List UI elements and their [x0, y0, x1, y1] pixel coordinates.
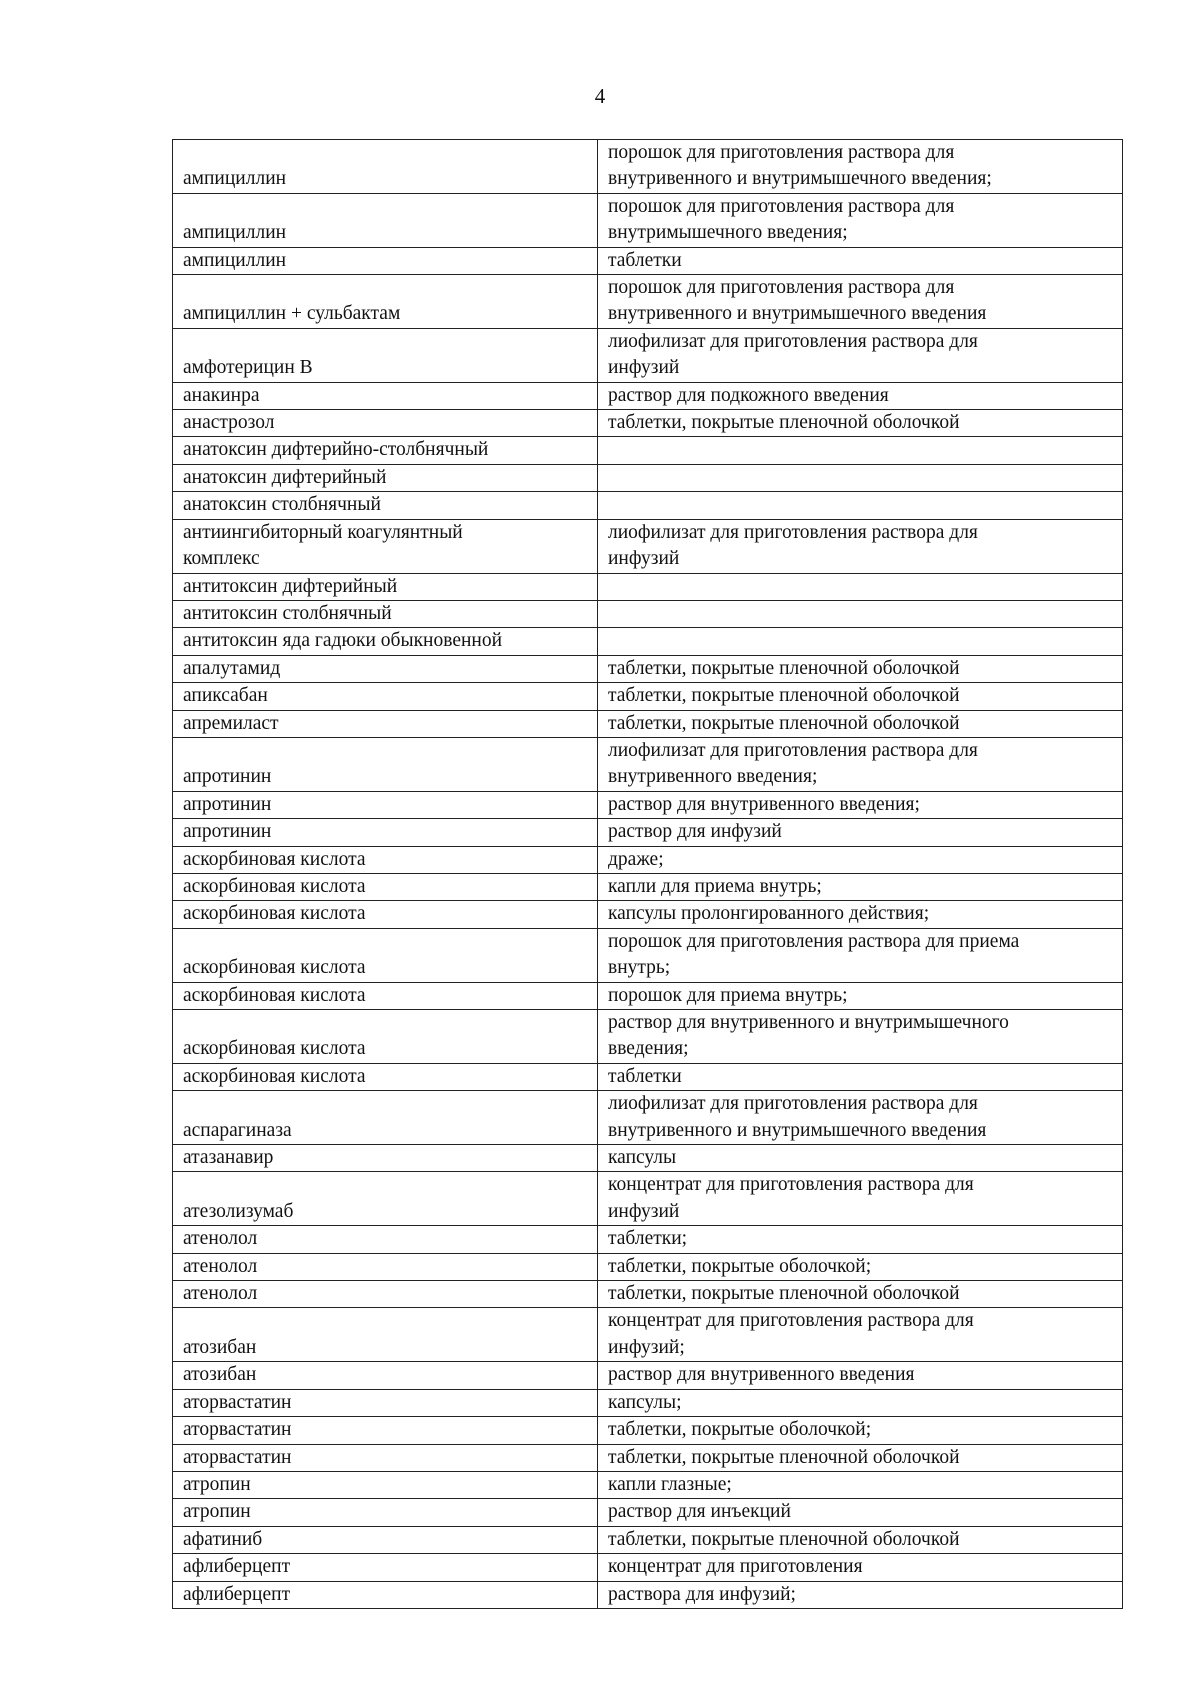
drug-name-cell: [173, 1499, 598, 1526]
drug-name-line: апротинин: [183, 793, 272, 815]
dosage-form-cell: [598, 1389, 1123, 1416]
dosage-form-line: инфузий: [608, 548, 680, 570]
drug-name-line: ампициллин: [183, 168, 287, 190]
drug-name-cell: [173, 410, 598, 437]
drug-name-cell: [173, 1281, 598, 1308]
dosage-form-line: внутривенного и внутримышечного введения;: [608, 168, 992, 190]
drug-name-cell: [173, 982, 598, 1009]
dosage-form-line: внутримышечного введения;: [608, 222, 848, 244]
table-row: [173, 683, 1123, 710]
drug-name-line: аторвастатин: [183, 1446, 292, 1468]
drug-name-cell: [173, 1471, 598, 1498]
dosage-form-cell: [598, 410, 1123, 437]
dosage-form-line: порошок для приготовления раствора для: [608, 277, 955, 299]
drug-name-cell: [173, 683, 598, 710]
dosage-form-line: порошок для приготовления раствора для: [608, 142, 955, 163]
dosage-form-line: таблетки: [608, 1065, 682, 1087]
drug-name-line: атропин: [183, 1473, 251, 1495]
drug-name-cell: [173, 1554, 598, 1581]
dosage-form-cell: [598, 573, 1123, 600]
drug-name-line: ампициллин: [183, 249, 287, 271]
drug-name-line: ампициллин: [183, 222, 287, 244]
drug-name-line: аскорбиновая кислота: [183, 848, 366, 870]
dosage-form-line: таблетки, покрытые оболочкой;: [608, 1255, 872, 1277]
drug-name-line: атенолол: [183, 1255, 258, 1277]
dosage-form-line: таблетки, покрытые пленочной оболочкой: [608, 712, 960, 734]
dosage-form-line: капли для приема внутрь;: [608, 875, 822, 897]
table-row: [173, 1417, 1123, 1444]
table-row: [173, 1499, 1123, 1526]
table-row: [173, 275, 1123, 329]
table-row: [173, 1063, 1123, 1090]
dosage-form-line: таблетки;: [608, 1228, 688, 1250]
dosage-form-line: капсулы: [608, 1147, 677, 1169]
drug-name-cell: [173, 846, 598, 873]
dosage-form-line: концентрат для приготовления: [608, 1556, 863, 1578]
drug-name-cell: [173, 1417, 598, 1444]
drug-name-line: афатиниб: [183, 1528, 263, 1550]
drug-name-cell: [173, 1010, 598, 1064]
drug-name-cell: [173, 1444, 598, 1471]
drug-name-cell: [173, 1389, 598, 1416]
table-row: [173, 437, 1123, 464]
table-row: [173, 791, 1123, 818]
drug-name-line: аскорбиновая кислота: [183, 903, 366, 925]
drug-name-line: аскорбиновая кислота: [183, 984, 366, 1006]
table-row: [173, 628, 1123, 655]
dosage-form-line: внутривенного введения;: [608, 766, 818, 788]
dosage-form-line: таблетки, покрытые пленочной оболочкой: [608, 685, 960, 707]
drug-name-cell: [173, 519, 598, 573]
drug-name-cell: [173, 1526, 598, 1553]
dosage-form-line: капли глазные;: [608, 1473, 732, 1495]
table-row: [173, 464, 1123, 491]
table-row: [173, 1253, 1123, 1280]
dosage-form-cell: [598, 1253, 1123, 1280]
drug-name-cell: [173, 873, 598, 900]
drug-name-cell: [173, 247, 598, 274]
drug-name-line: апиксабан: [183, 685, 268, 707]
drug-name-cell: [173, 928, 598, 982]
dosage-form-cell: [598, 437, 1123, 464]
drug-name-line: атезолизумаб: [183, 1200, 294, 1222]
dosage-form-cell: [598, 628, 1123, 655]
table-row: [173, 1362, 1123, 1389]
dosage-form-line: лиофилизат для приготовления раствора для: [608, 330, 978, 352]
drug-name-line: антитоксин дифтерийный: [183, 575, 398, 597]
dosage-form-cell: [598, 1172, 1123, 1226]
dosage-form-cell: [598, 464, 1123, 491]
drug-name-line: атозибан: [183, 1336, 257, 1358]
drug-name-cell: [173, 573, 598, 600]
table-row: [173, 1471, 1123, 1498]
dosage-form-line: лиофилизат для приготовления раствора для: [608, 739, 978, 761]
dosage-form-cell: [598, 683, 1123, 710]
drug-name-cell: [173, 1063, 598, 1090]
drug-name-cell: [173, 1091, 598, 1145]
drug-name-line: анастрозол: [183, 412, 275, 434]
drug-name-cell: [173, 710, 598, 737]
drug-name-line: апротинин: [183, 766, 272, 788]
page-number: 4: [594, 84, 606, 108]
table-row: [173, 193, 1123, 247]
table-row: [173, 1010, 1123, 1064]
dosage-form-line: концентрат для приготовления раствора для: [608, 1310, 974, 1332]
dosage-form-line: внутрь;: [608, 957, 671, 979]
dosage-form-cell: [598, 275, 1123, 329]
table-row: [173, 928, 1123, 982]
dosage-form-cell: [598, 1471, 1123, 1498]
dosage-form-cell: [598, 1091, 1123, 1145]
drug-name-line: атозибан: [183, 1364, 257, 1386]
drug-name-cell: [173, 628, 598, 655]
table-row: [173, 819, 1123, 846]
dosage-form-cell: [598, 1063, 1123, 1090]
dosage-form-cell: [598, 1226, 1123, 1253]
drug-name-line: анакинра: [183, 384, 260, 406]
dosage-form-line: капсулы пролонгированного действия;: [608, 903, 930, 925]
drug-name-line: антиингибиторный коагулянтный: [183, 521, 463, 543]
drug-name-line: афлиберцепт: [183, 1556, 291, 1578]
dosage-form-cell: [598, 193, 1123, 247]
drug-name-line: антитоксин столбнячный: [183, 602, 392, 624]
table-row: [173, 1226, 1123, 1253]
dosage-form-line: драже;: [608, 848, 664, 870]
dosage-form-line: лиофилизат для приготовления раствора для: [608, 1093, 978, 1115]
table-row: [173, 710, 1123, 737]
drug-name-line: аторвастатин: [183, 1419, 292, 1441]
table-row: [173, 492, 1123, 519]
drug-name-cell: [173, 1308, 598, 1362]
dosage-form-line: порошок для приготовления раствора для приема: [608, 930, 1020, 952]
dosage-form-line: раствора для инфузий;: [608, 1583, 796, 1605]
drug-name-line: ампициллин + сульбактам: [183, 303, 401, 325]
table-row: [173, 1389, 1123, 1416]
dosage-form-cell: [598, 928, 1123, 982]
dosage-form-cell: [598, 247, 1123, 274]
drug-name-line: апротинин: [183, 821, 272, 843]
drug-name-cell: [173, 193, 598, 247]
dosage-form-cell: [598, 600, 1123, 627]
dosage-form-line: таблетки, покрытые пленочной оболочкой: [608, 1446, 960, 1468]
drug-name-cell: [173, 275, 598, 329]
table-row: [173, 873, 1123, 900]
table-row: [173, 846, 1123, 873]
drug-name-cell: [173, 737, 598, 791]
dosage-form-line: таблетки, покрытые пленочной оболочкой: [608, 412, 960, 434]
table-row: [173, 1091, 1123, 1145]
drug-name-line: аскорбиновая кислота: [183, 957, 366, 979]
dosage-form-line: раствор для внутривенного введения;: [608, 793, 920, 815]
drug-name-line: анатоксин дифтерийно-столбнячный: [183, 439, 489, 461]
dosage-form-cell: [598, 737, 1123, 791]
drug-name-line: аскорбиновая кислота: [183, 1038, 366, 1060]
table-row: [173, 600, 1123, 627]
dosage-form-cell: [598, 1526, 1123, 1553]
drug-name-cell: [173, 1362, 598, 1389]
medication-table-body: [173, 140, 1123, 1609]
drug-name-cell: [173, 382, 598, 409]
table-row: [173, 1145, 1123, 1172]
dosage-form-cell: [598, 1362, 1123, 1389]
drug-name-cell: [173, 1581, 598, 1608]
dosage-form-cell: [598, 519, 1123, 573]
dosage-form-line: инфузий;: [608, 1336, 685, 1358]
drug-name-cell: [173, 1172, 598, 1226]
dosage-form-cell: [598, 710, 1123, 737]
dosage-form-line: внутривенного и внутримышечного введения: [608, 1119, 987, 1141]
drug-name-line: анатоксин столбнячный: [183, 494, 381, 516]
dosage-form-line: внутривенного и внутримышечного введения: [608, 303, 987, 325]
dosage-form-cell: [598, 492, 1123, 519]
dosage-form-line: лиофилизат для приготовления раствора для: [608, 521, 978, 543]
drug-name-cell: [173, 1253, 598, 1280]
table-row: [173, 1308, 1123, 1362]
drug-name-cell: [173, 655, 598, 682]
dosage-form-line: раствор для внутривенного введения: [608, 1364, 915, 1386]
drug-name-line: антитоксин яда гадюки обыкновенной: [183, 630, 503, 652]
drug-name-cell: [173, 140, 598, 194]
drug-name-cell: [173, 600, 598, 627]
drug-name-cell: [173, 1226, 598, 1253]
drug-name-cell: [173, 437, 598, 464]
table-row: [173, 410, 1123, 437]
table-row: [173, 519, 1123, 573]
dosage-form-cell: [598, 819, 1123, 846]
dosage-form-cell: [598, 791, 1123, 818]
dosage-form-line: инфузий: [608, 357, 680, 379]
table-row: [173, 1526, 1123, 1553]
table-row: [173, 655, 1123, 682]
dosage-form-line: таблетки, покрытые пленочной оболочкой: [608, 657, 960, 679]
table-row: [173, 901, 1123, 928]
table-row: [173, 737, 1123, 791]
dosage-form-cell: [598, 1281, 1123, 1308]
dosage-form-cell: [598, 1554, 1123, 1581]
dosage-form-cell: [598, 382, 1123, 409]
table-row: [173, 140, 1123, 194]
dosage-form-line: порошок для приготовления раствора для: [608, 195, 955, 217]
dosage-form-cell: [598, 873, 1123, 900]
dosage-form-line: введения;: [608, 1038, 689, 1060]
drug-name-line: афлиберцепт: [183, 1583, 291, 1605]
dosage-form-cell: [598, 655, 1123, 682]
drug-name-cell: [173, 464, 598, 491]
table-row: [173, 328, 1123, 382]
dosage-form-cell: [598, 901, 1123, 928]
drug-name-cell: [173, 819, 598, 846]
dosage-form-line: таблетки, покрытые пленочной оболочкой: [608, 1528, 960, 1550]
drug-name-line: атенолол: [183, 1228, 258, 1250]
drug-name-line: комплекс: [183, 548, 260, 570]
dosage-form-cell: [598, 846, 1123, 873]
dosage-form-line: раствор для инфузий: [608, 821, 782, 843]
dosage-form-cell: [598, 328, 1123, 382]
dosage-form-line: таблетки, покрытые оболочкой;: [608, 1419, 872, 1441]
dosage-form-line: порошок для приема внутрь;: [608, 984, 848, 1006]
drug-name-cell: [173, 328, 598, 382]
dosage-form-cell: [598, 1444, 1123, 1471]
drug-name-line: атазанавир: [183, 1147, 274, 1169]
dosage-form-cell: [598, 1581, 1123, 1608]
drug-name-line: атропин: [183, 1501, 251, 1523]
drug-name-line: аторвастатин: [183, 1391, 292, 1413]
drug-name-cell: [173, 901, 598, 928]
dosage-form-line: раствор для инъекций: [608, 1501, 791, 1523]
dosage-form-cell: [598, 1499, 1123, 1526]
drug-name-line: аскорбиновая кислота: [183, 875, 366, 897]
dosage-form-line: раствор для внутривенного и внутримышечного: [608, 1012, 1009, 1033]
drug-name-cell: [173, 791, 598, 818]
dosage-form-line: раствор для подкожного введения: [608, 384, 889, 406]
drug-name-line: апалутамид: [183, 657, 281, 679]
dosage-form-cell: [598, 1308, 1123, 1362]
drug-name-line: атенолол: [183, 1283, 258, 1305]
drug-name-line: апремиласт: [183, 712, 279, 734]
dosage-form-line: таблетки: [608, 249, 682, 271]
drug-name-line: анатоксин дифтерийный: [183, 466, 387, 488]
dosage-form-line: инфузий: [608, 1200, 680, 1222]
dosage-form-cell: [598, 1417, 1123, 1444]
dosage-form-line: таблетки, покрытые пленочной оболочкой: [608, 1283, 960, 1305]
table-row: [173, 1172, 1123, 1226]
dosage-form-cell: [598, 140, 1123, 194]
table-row: [173, 982, 1123, 1009]
dosage-form-line: капсулы;: [608, 1391, 682, 1413]
drug-name-line: аспарагиназа: [183, 1119, 292, 1141]
table-row: [173, 1554, 1123, 1581]
table-row: [173, 1581, 1123, 1608]
table-row: [173, 247, 1123, 274]
dosage-form-cell: [598, 1010, 1123, 1064]
medication-table: [172, 139, 1123, 1609]
drug-name-line: аскорбиновая кислота: [183, 1065, 366, 1087]
table-row: [173, 1281, 1123, 1308]
dosage-form-line: концентрат для приготовления раствора для: [608, 1174, 974, 1196]
drug-name-line: амфотерицин B: [183, 357, 313, 379]
drug-name-cell: [173, 492, 598, 519]
table-row: [173, 573, 1123, 600]
table-row: [173, 1444, 1123, 1471]
drug-name-cell: [173, 1145, 598, 1172]
dosage-form-cell: [598, 1145, 1123, 1172]
dosage-form-cell: [598, 982, 1123, 1009]
table-row: [173, 382, 1123, 409]
